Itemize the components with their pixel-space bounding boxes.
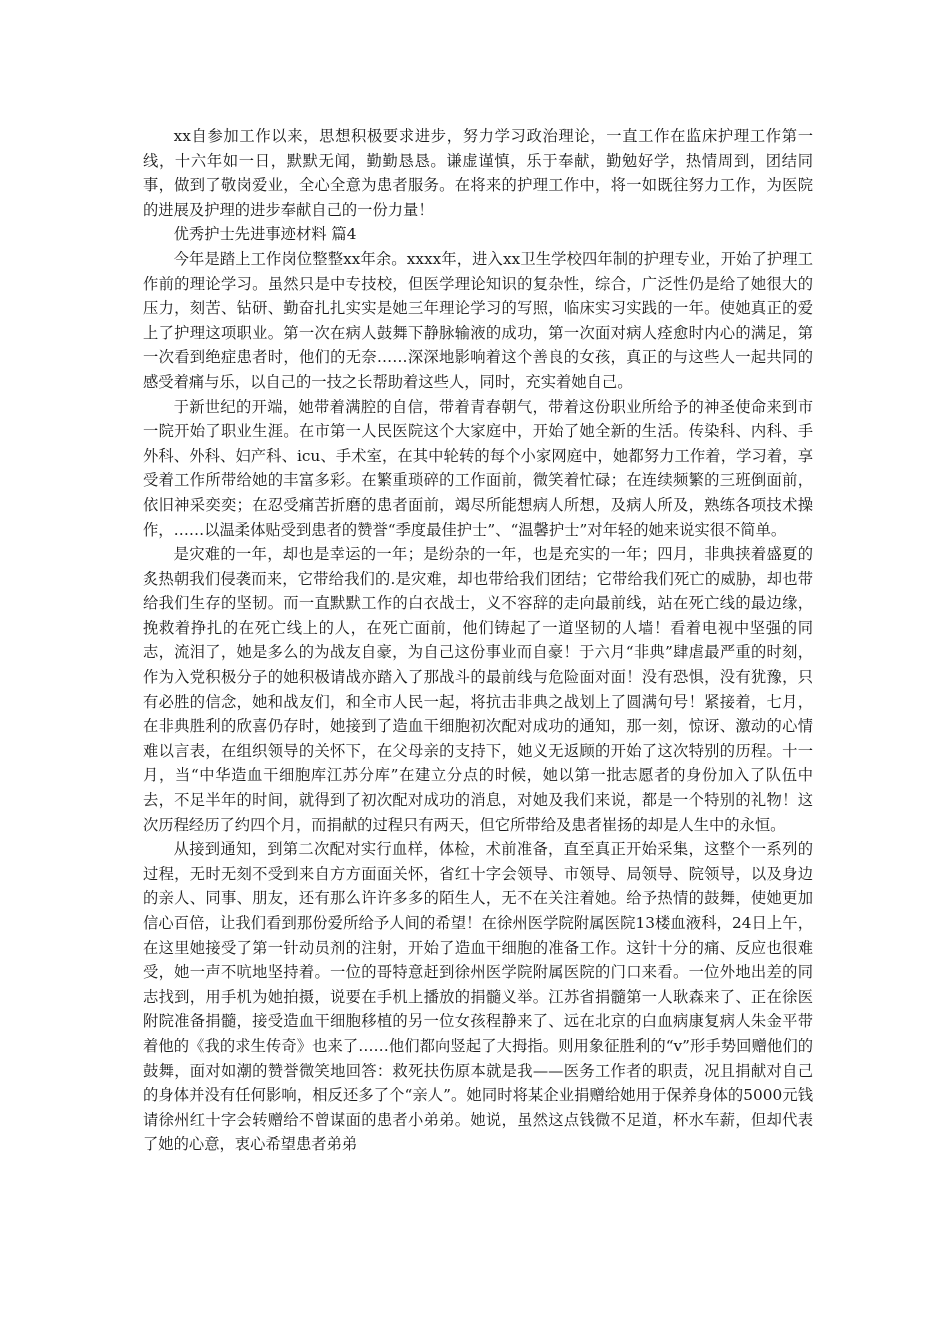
section-heading: 优秀护士先进事迹材料 篇4 xyxy=(173,225,357,244)
paragraph-new-century: 于新世纪的开端，她带着满腔的自信，带着青春朝气，带着这份职业所给予的神圣使命来到市一院开始了职业生涯。在市第一人民医院这个大家庭中，开始了她全新的生活。传染科、内科、手外科、外科、妇产科、icu、手术室，在其中轮转的每个小家网庭中，她都努力工作着，学习着，享受着工作所带给她的丰富多彩。在繁重琐碎的工作面前，微笑着忙碌；在连续频繁的三班倒面前，依旧神采奕奕；在忍受痛苦折磨的患者面前，竭尽所能想病人所想，及病人所及，熟练各项技术操作，……以温柔体贴受到患者的赞誉“季度最佳护士”、“温馨护士”对年轻的她来说实很不简单。 xyxy=(143,397,813,539)
paragraph-sars-year: 是灾难的一年，却也是幸运的一年；是纷杂的一年，也是充实的一年；四月，非典挟着盛夏的炙热朝我们侵袭而来，它带给我们的.是灾难，却也带给我们团结；它带给我们死亡的威胁，却也带给我们生存的坚韧。而一直默默工作的白衣战士，义不容辞的走向最前线，站在死亡线的最边缘，挽救着挣扎的在死亡线上的人，在死亡面前，他们铸起了一道坚韧的人墙！看着电视中坚强的同志，流泪了，她是多么的为战友自豪，为自己这份事业而自豪！于六月“非典”肆虐最严重的时刻，作为入党积极分子的她积极请战亦踏入了那战斗的最前线与危险面对面！没有恐惧，没有犹豫，只有必胜的信念，她和战友们，和全市人民一起，将抗击非典之战划上了圆满句号！紧接着，七月，在非典胜利的欣喜仍存时，她接到了造血干细胞初次配对成功的通知，那一刻，惊讶、激动的心情难以言表，在组织领导的关怀下，在父母亲的支持下，她义无返顾的开始了这次特别的历程。十一月，当“中华造血干细胞库江苏分库”在建立分点的时候，她以第一批志愿者的身份加入了队伍中去，不足半年的时间，就得到了初次配对成功的消息，对她及我们来说，都是一个特别的礼物！这次历程经历了约四个月，而捐献的过程只有两天，但它所带给及患者崔扬的却是人生中的永恒。 xyxy=(143,545,813,834)
paragraph-intro: xx自参加工作以来，思想积极要求进步，努力学习政治理论，一直工作在监床护理工作第一线，十六年如一日，默默无闻，勤勤恳恳。谦虚谨慎，乐于奉献，勤勉好学，热情周到，团结同事，做到了敬岗爱业，全心全意为患者服务。在将来的护理工作中，将一如既往努力工作，为医院的进展及护理的进步奉献自己的一份力量！ xyxy=(143,127,813,219)
paragraph-career-start: 今年是踏上工作岗位整整xx年余。xxxx年，进入xx卫生学校四年制的护理专业，开始了护理工作前的理论学习。虽然只是中专技校，但医学理论知识的复杂性，综合，广泛性仍是给了她很大的压力，刻苦、钻研、勤奋扎扎实实是她三年理论学习的写照，临床实习实践的一年。使她真正的爱上了护理这项职业。第一次在病人鼓舞下静脉输液的成功，第一次面对病人痊愈时内心的满足，第一次看到绝症患者时，他们的无奈……深深地影响着这个善良的女孩，真正的与这些人一起共同的感受着痛与乐，以自己的一技之长帮助着这些人，同时，充实着她自己。 xyxy=(143,249,813,391)
paragraph-donation: 从接到通知，到第二次配对实行血样，体检，术前准备，直至真正开始采集，这整个一系列的过程，无时无刻不受到来自方方面面关怀，省红十字会领导、市领导、局领导、院领导，以及身边的亲人、同事、朋友，还有那么许许多多的陌生人，无不在关注着她。给予热情的鼓舞，使她更加信心百倍，让我们看到那份爱所给予人间的希望！在徐州医学院附属医院13楼血液科，24日上午，在这里她接受了第一针动员剂的注射，开始了造血干细胞的准备工作。这针十分的痛、反应也很难受，她一声不吭地坚持着。一位的哥特意赶到徐州医学院附属医院的门口来看。一位外地出差的同志找到，用手机为她拍摄，说要在手机上播放的捐髓义举。江苏省捐髓第一人耿森来了、正在徐医附院准备捐髓，接受造血干细胞移植的另一位女孩程静来了、远在北京的白血病康复病人朱金平带着他的《我的求生传奇》也来了……他们都向竖起了大拇指。则用象征胜利的“v”形手势回赠他们的鼓舞，面对如潮的赞誉微笑地回答：救死扶伤原本就是我——医务工作者的职责，况且捐献对自己的身体并没有任何影响，相反还多了个“亲人”。她同时将某企业捐赠给她用于保养身体的5000元钱请徐州红十字会转赠给不曾谋面的患者小弟弟。她说，虽然这点钱微不足道，杯水车薪，但却代表了她的心意，衷心希望患者弟弟 xyxy=(143,840,813,1154)
document-page xyxy=(143,124,813,1157)
